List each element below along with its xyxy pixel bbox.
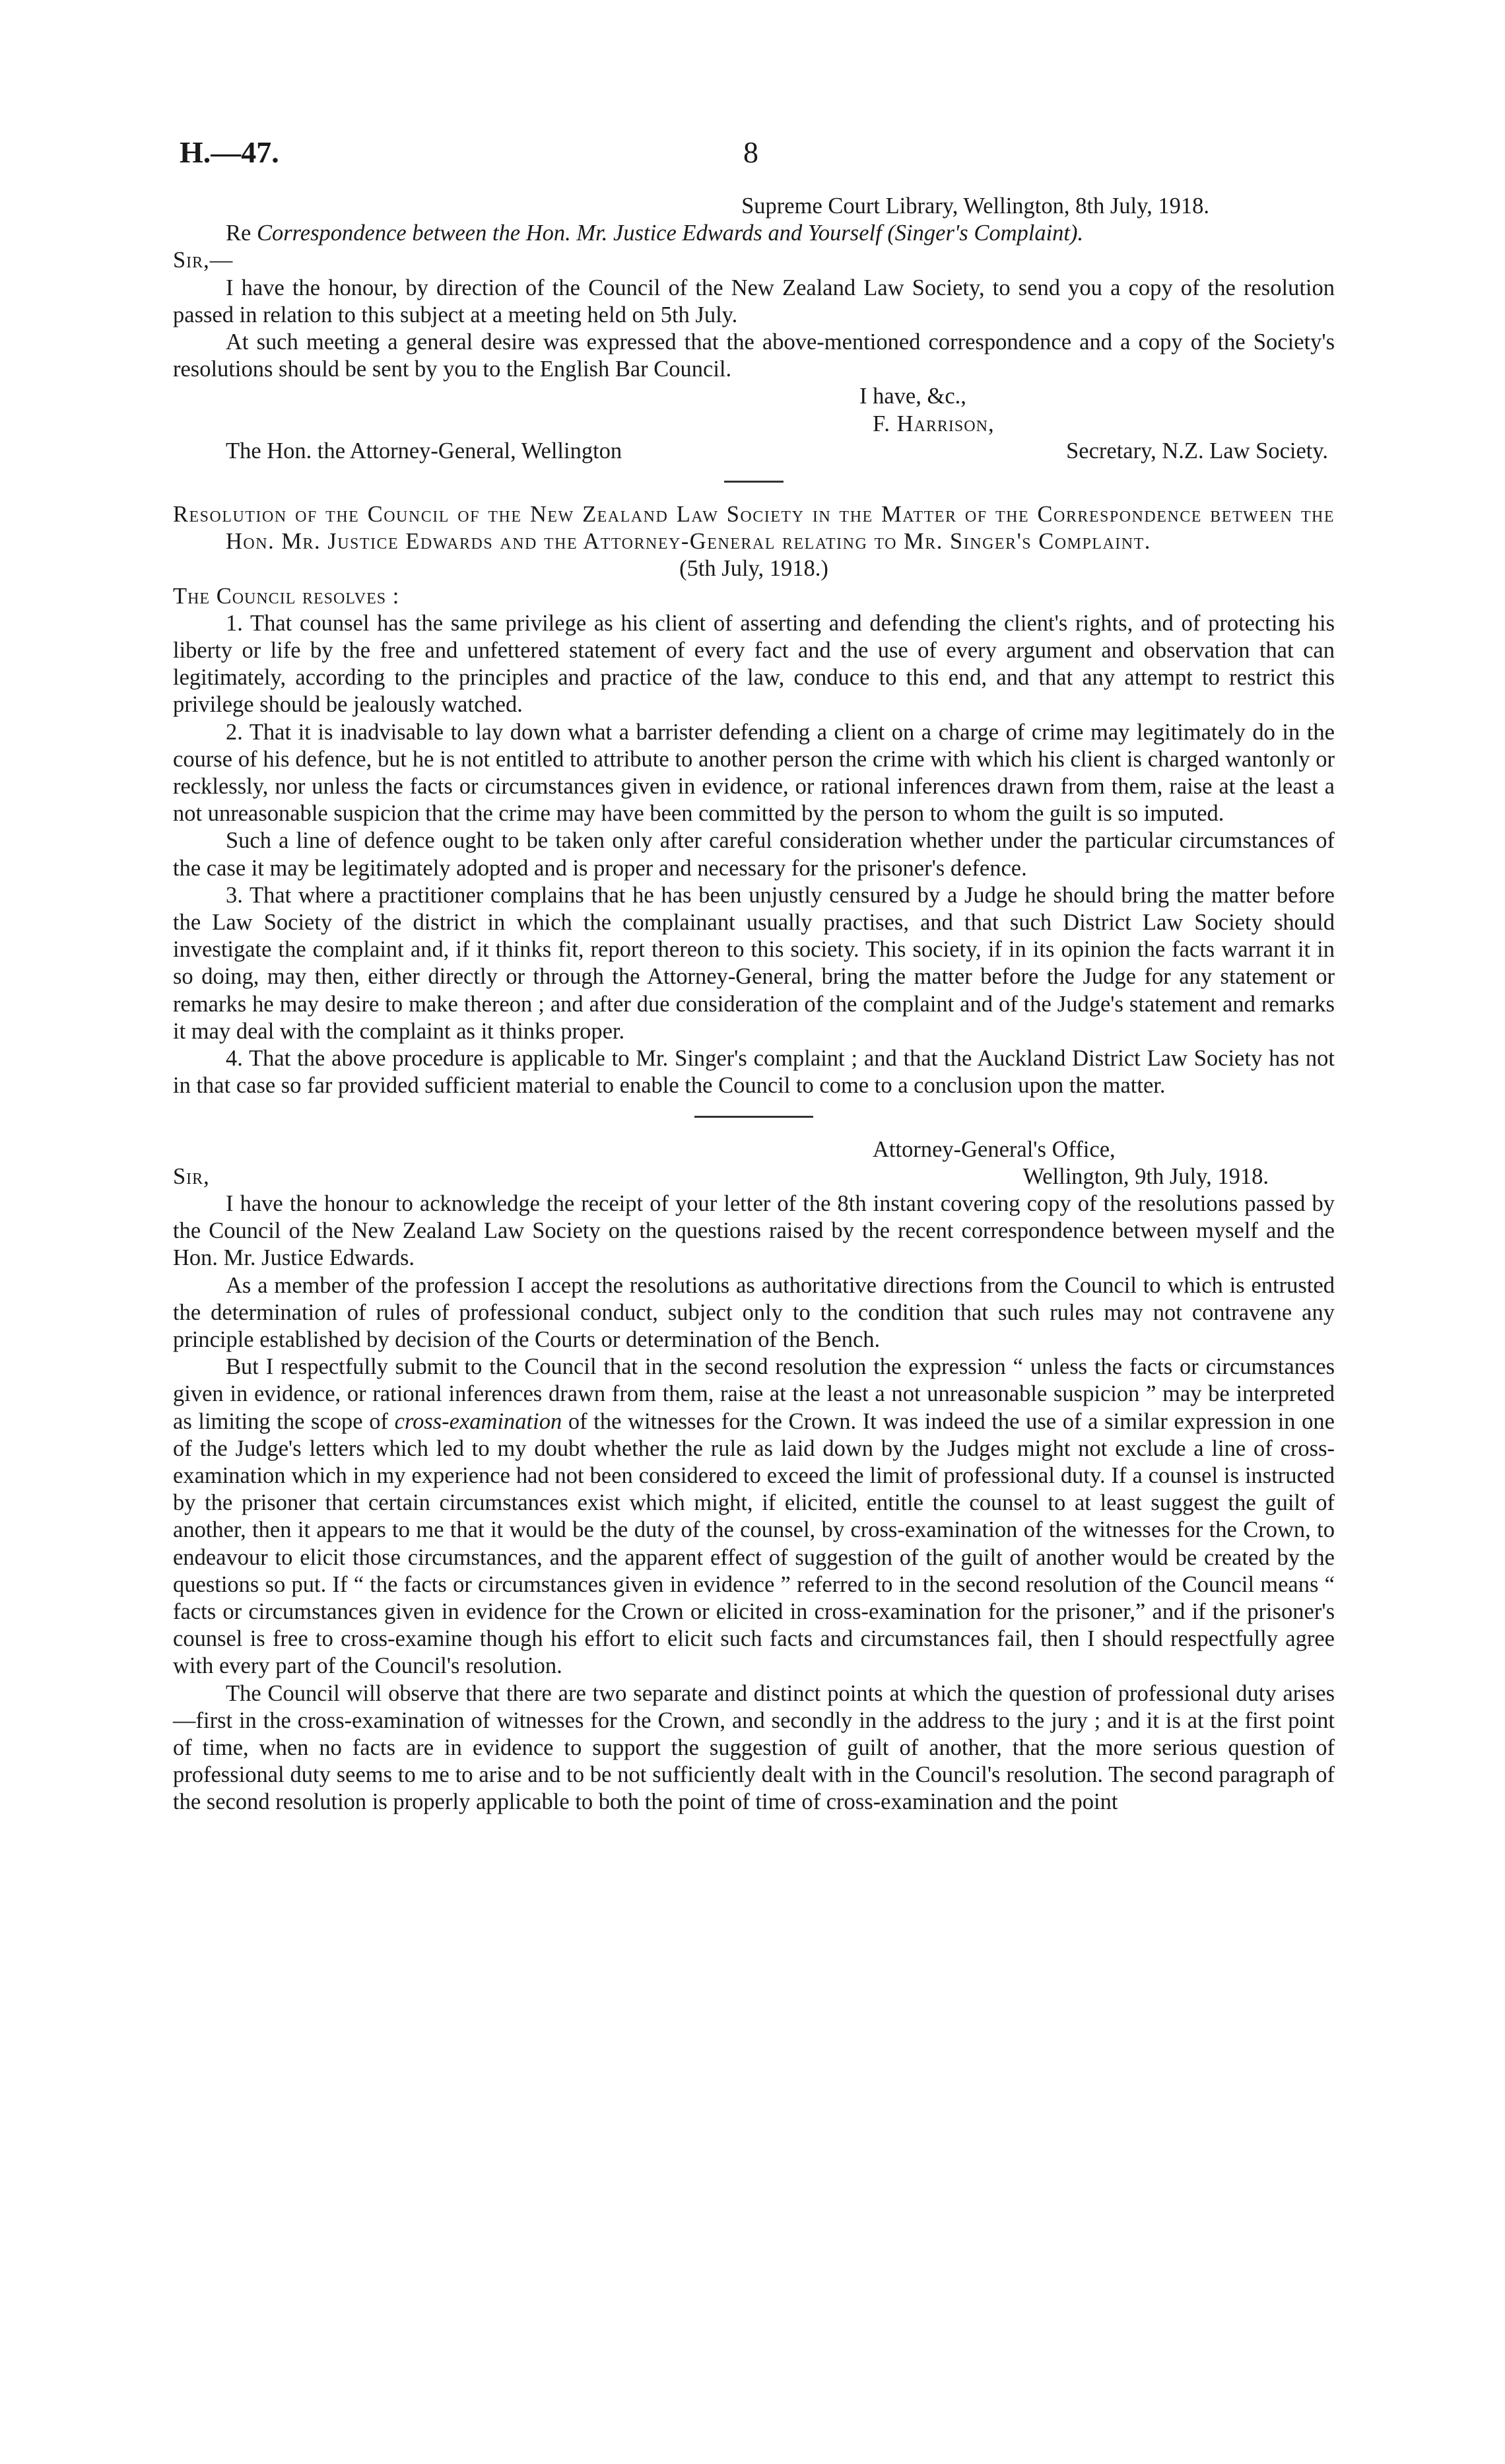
letter1-subject — [173, 220, 1335, 247]
letter1-footer — [173, 438, 1335, 465]
document-reference: H.—47. — [180, 135, 279, 169]
resolution-paragraph: 1. That counsel has the same privilege as his client of asserting and defending the client's rights, and of protecting his liberty or life by the free and unfettered statement of every fact and the use of every argument and observation that can legitimately, according to the principles and practice of the law, conduce to this end, and that any attempt to restrict this privilege should be jealously watched. — [173, 610, 1335, 718]
letter2-paragraph: I have the honour to acknowledge the receipt of your letter of the 8th instant covering copy of the resolutions passed by the Council of the New Zealand Law Society on the questions raised by the recent correspondence between myself and the Hon. Mr. Justice Edwards. — [173, 1190, 1335, 1271]
letter1-paragraph: I have the honour, by direction of the Council of the New Zealand Law Society, to send you a copy of the resolution passed in relation to this subject at a meeting held on 5th July. — [173, 275, 1335, 327]
letter2-paragraph: As a member of the profession I accept the resolutions as authoritative directions from the Council to which is entrusted the determination of rules of professional conduct, subject only to the condition that such rules may not contravene any principle established by decision of the Courts or determination of the Bench. — [173, 1272, 1335, 1352]
letter2-office: Attorney-General's Office, — [873, 1136, 1116, 1162]
section-divider — [724, 481, 784, 483]
letter2-salutation: Sir, — [173, 1163, 210, 1189]
letter1-signatory — [873, 411, 1335, 438]
document-body — [173, 193, 1335, 1816]
letter1-signatory-title: Secretary, N.Z. Law Society. — [1066, 438, 1328, 463]
resolution-paragraph: 4. That the above procedure is applicable to Mr. Singer's complaint ; and that the Auckland District Law Society has not in that case so far provided sufficient material to enable the Council to come to a conclusion upon the matter. — [173, 1046, 1335, 1099]
letter1-re-subject: Correspondence between the Hon. Mr. Justice Edwards and Yourself (Singer's Complaint). — [256, 221, 1084, 246]
letter-law-society — [173, 193, 1335, 465]
letter2-p3-italic: cross-examination — [394, 1408, 562, 1434]
resolution-date: (5th July, 1918.) — [679, 556, 828, 582]
resolution-intro: The Council resolves : — [173, 583, 400, 609]
resolution-paragraph: 2. That it is inadvisable to lay down what a barrister defending a client on a charge of crime may legitimately do in the course of his defence, but he is not entitled to attribute to another person the crime with which his client is charged wantonly or recklessly, nor unless the facts or circumstances given in evidence, or rational inferences drawn from them, raise at the least a not unreasonable suspicion that the crime may have been committed by the person to whom the guilt is so imputed. — [173, 719, 1335, 827]
letter1-paragraph: At such meeting a general desire was expressed that the above-mentioned correspondence and a copy of the Society's resolutions should be sent by you to the English Bar Council. — [173, 329, 1335, 382]
letter1-re-lead: Re — [226, 221, 251, 246]
resolution-paragraph: Such a line of defence ought to be taken only after careful consideration whether under the particular circumstances of the case it may be legitimately adopted and is proper and necessary for the prisoner's defence. — [173, 828, 1335, 881]
section-divider — [694, 1116, 813, 1118]
letter1-salutation: Sir,— — [173, 248, 234, 273]
letter1-signatory-name: F. Harrison, — [873, 411, 995, 436]
page-number: 8 — [743, 135, 758, 169]
letter2-place-date: Wellington, 9th July, 1918. — [1022, 1163, 1269, 1189]
letter2-paragraph — [173, 1353, 1335, 1680]
letter1-closing: I have, &c., — [859, 384, 966, 409]
letter2-p3-text: But I respectfully submit to the Council that in the second resolution the expression “ unless the facts or circumstances given in evidence, or rational inferences drawn from them, raise at the least a not unreasonable suspicion ” may be interpreted as limiting the scope of — [173, 1354, 1335, 1434]
letter2-p3-text: of the witnesses for the Crown. It was indeed the use of a similar expression in one of the Judge's letters which led to my doubt whether the rule as laid down by the Judges might not exclude a line of cross-examination which in my experience had not been considered to exceed the limit of professional duty. If a counsel is instructed by the prisoner that certain circumstances exist which might, if elicited, entitle the counsel to at least suggest the guilt of another, then it appears to me that it would be the duty of the counsel, by cross-examination of the witnesses for the Crown, to endeavour to elicit those circumstances, and the apparent effect of suggestion of the guilt of another would be created by the questions so put. If “ the facts or circumstances given in evidence ” referred to in the second resolution of the Council means “ facts or circumstances given in evidence for the Crown or elicited in cross-examination for the prisoner,” and if the prisoner's counsel is free to cross-examine though his effort to elicit such facts and circumstances fail, then I should respectfully agree with every part of the Council's resolution. — [173, 1408, 1335, 1679]
resolution-heading: Resolution of the Council of the New Zealand Law Society in the Matter of the Correspondence between the Hon. Mr. Justice Edwards and the Attorney-General relating to Mr. Singer's Complaint. — [173, 502, 1335, 555]
letter1-addressee: The Hon. the Attorney-General, Wellington — [226, 438, 622, 463]
resolution-paragraph: 3. That where a practitioner complains that he has been unjustly censured by a Judge he should bring the matter before the Law Society of the district in which the complainant usually practises, and that such District Law Society should investigate the complaint and, if it thinks fit, report thereon to this society. This society, if in its opinion the facts warrant it in so doing, may then, either directly or through the Attorney-General, bring the matter before the Judge for any statement or remarks he may desire to make thereon ; and after due consideration of the complaint and of the Judge's statement and remarks it may deal with the complaint as it thinks proper. — [173, 882, 1335, 1044]
letter2-paragraph: The Council will observe that there are two separate and distinct points at which the question of professional duty arises—first in the cross-examination of witnesses for the Crown, and secondly in the address to the jury ; and it is at the first point of time, when no facts are in evidence to support the suggestion of guilt of another, that the more serious question of professional duty seems to me to arise and to be not sufficiently dealt with in the Council's resolution. The second paragraph of the second resolution is properly applicable to both the point of time of cross-examination and the point — [173, 1680, 1335, 1815]
resolution-section — [173, 501, 1335, 1099]
letter-attorney-general — [173, 1136, 1335, 1816]
letter1-place-date: Supreme Court Library, Wellington, 8th July, 1918. — [741, 193, 1209, 219]
letter2-salutation-row — [173, 1163, 1335, 1190]
